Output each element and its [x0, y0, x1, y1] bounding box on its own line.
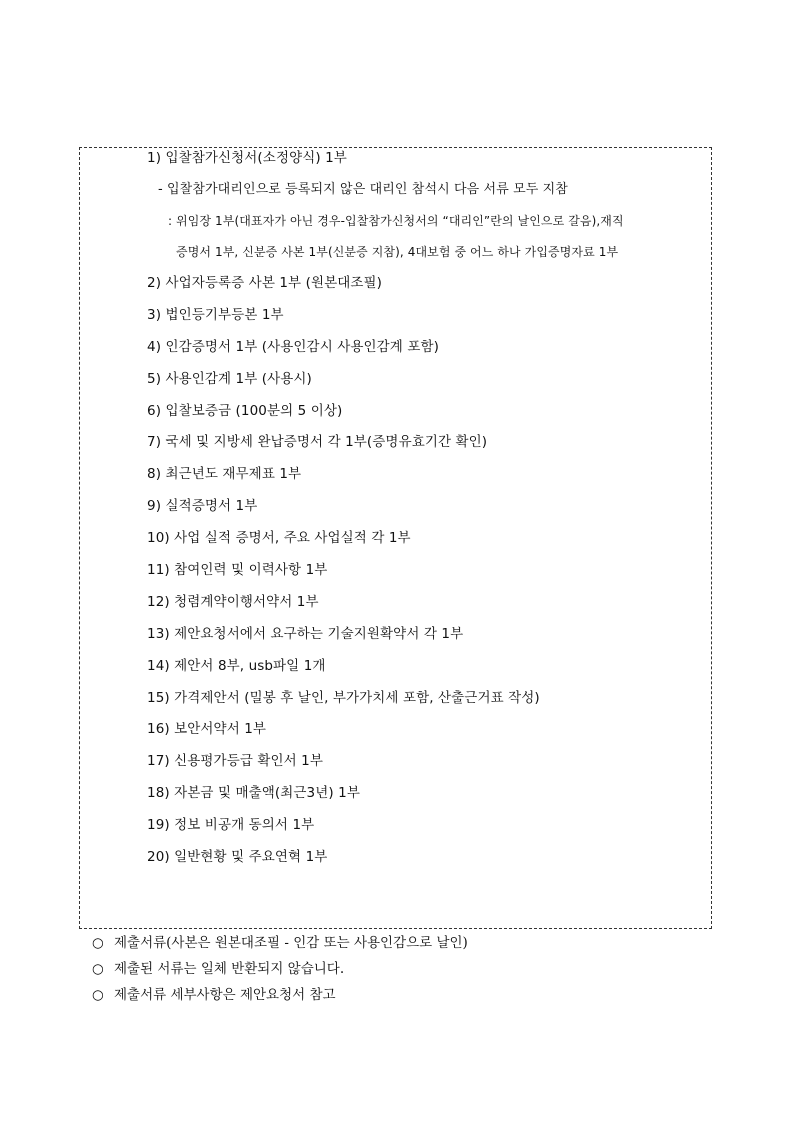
document-note-line: : 위임장 1부(대표자가 아닌 경우-입찰참가신청서의 “대리인”란의 날인으로 갈음),재직	[168, 214, 624, 228]
bullet-icon: ○	[92, 935, 104, 951]
document-item: 18) 자본금 및 매출액(최근3년) 1부	[147, 785, 360, 801]
document-item: 20) 일반현황 및 주요연혁 1부	[147, 849, 328, 865]
document-item: 3) 법인등기부등본 1부	[147, 307, 284, 323]
document-item: 15) 가격제안서 (밀봉 후 날인, 부가가치세 포함, 산출근거표 작성)	[147, 690, 540, 706]
note-line	[92, 986, 336, 1004]
document-item: 13) 제안요청서에서 요구하는 기술지원확약서 각 1부	[147, 626, 464, 642]
note-text: 제출서류 세부사항은 제안요청서 참고	[114, 987, 336, 1003]
document-item: 7) 국세 및 지방세 완납증명서 각 1부(증명유효기간 확인)	[147, 434, 488, 450]
document-item: 11) 참여인력 및 이력사항 1부	[147, 562, 328, 578]
document-item: 12) 청렴계약이행서약서 1부	[147, 594, 319, 610]
document-item: 10) 사업 실적 증명서, 주요 사업실적 각 1부	[147, 530, 411, 546]
document-item: 1) 입찰참가신청서(소정양식) 1부	[147, 150, 347, 166]
document-item: 4) 인감증명서 1부 (사용인감시 사용인감계 포함)	[147, 339, 439, 355]
document-item: 19) 정보 비공개 동의서 1부	[147, 817, 315, 833]
note-text: 제출된 서류는 일체 반환되지 않습니다.	[114, 961, 345, 977]
document-item: 16) 보안서약서 1부	[147, 721, 267, 737]
note-text: 제출서류(사본은 원본대조필 - 인감 또는 사용인감으로 날인)	[114, 935, 468, 951]
document-item: 2) 사업자등록증 사본 1부 (원본대조필)	[147, 275, 383, 291]
document-item: 8) 최근년도 재무제표 1부	[147, 466, 302, 482]
note-line	[92, 934, 468, 952]
document-item: 17) 신용평가등급 확인서 1부	[147, 753, 324, 769]
document-item: 9) 실적증명서 1부	[147, 498, 258, 514]
document-item: 6) 입찰보증금 (100분의 5 이상)	[147, 403, 343, 419]
bullet-icon: ○	[92, 961, 104, 977]
document-item: 5) 사용인감계 1부 (사용시)	[147, 371, 312, 387]
document-note-line: 증명서 1부, 신분증 사본 1부(신분증 지참), 4대보험 중 어느 하나 가입증명자료 1부	[176, 245, 619, 259]
document-item: 14) 제안서 8부, usb파일 1개	[147, 658, 326, 674]
bullet-icon: ○	[92, 987, 104, 1003]
note-line	[92, 960, 344, 978]
document-subitem: - 입찰참가대리인으로 등록되지 않은 대리인 참석시 다음 서류 모두 지참	[158, 182, 568, 197]
